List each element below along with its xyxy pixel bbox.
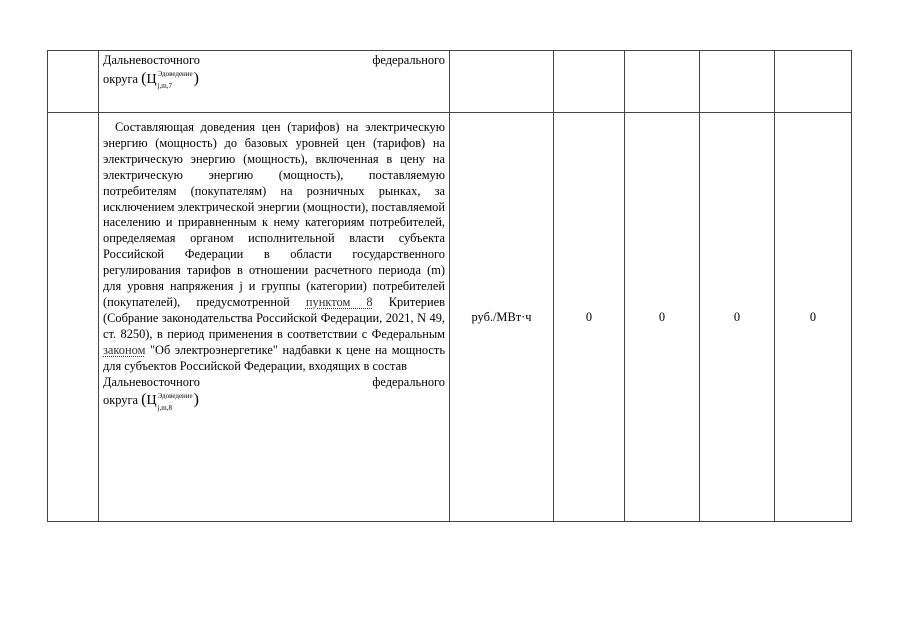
description-text: Составляющая доведения цен (тарифов) на электрическую энергию (мощность) до базовых уровней цен (тарифов) на электрическую энергию (мощность), включенная в цену на электрическую энергию (мощность), поставляемую потребителям (покупателям) на розничных рынках, за исключением электрической энергии (мощности), поставляемой населению и приравненным к нему категориям потребителей, определяемая органом исполнительной власти субъекта Российской Федерации в области государственного регулирования тарифов в отношении расчетного периода (m) для уровня напряжения j и группы (категории) потребителей (покупателей), предусмотренной <box>103 120 445 309</box>
value-cell <box>700 51 775 113</box>
description-text: Критериев (Собрание законодательства Российской Федерации, 2021, N 49, ст. 8250), в период применения в соответствии с Федеральным <box>103 294 445 341</box>
description-text: федерального <box>372 53 445 67</box>
description-text: Дальневосточного <box>103 53 200 67</box>
description-paragraph <box>103 115 445 375</box>
formula-superscript: Эдоведение <box>157 70 193 79</box>
criteria-link[interactable]: пунктом 8 <box>305 294 373 309</box>
description-text: округа <box>103 71 139 86</box>
description-text: округа <box>103 393 139 408</box>
value-cell <box>775 51 852 113</box>
value-cell <box>625 51 700 113</box>
law-link[interactable]: законом <box>103 342 146 357</box>
value-cell: 0 <box>625 113 700 522</box>
value-cell <box>554 51 625 113</box>
table-row <box>48 113 852 522</box>
formula-symbol: Ц <box>146 71 157 87</box>
value-cell: 0 <box>775 113 852 522</box>
value-cell: 0 <box>700 113 775 522</box>
formula: (Ц Эдоведение j,m,7 ) <box>141 69 199 91</box>
description-line <box>103 375 445 391</box>
tariff-table <box>47 50 852 522</box>
formula-subscript: j,m,8 <box>157 403 172 412</box>
formula: (Ц Эдоведение j,m,8 ) <box>141 391 199 412</box>
index-cell <box>48 113 99 522</box>
description-cell <box>99 113 450 522</box>
description-line <box>103 69 445 91</box>
index-cell <box>48 51 99 113</box>
unit-cell <box>450 51 554 113</box>
description-text: федерального <box>372 374 445 389</box>
unit-cell: руб./МВт·ч <box>450 113 554 522</box>
description-text: "Об электроэнергетике" надбавки к цене на мощность для субъектов Российской Федерации, входящих в состав <box>103 342 445 373</box>
description-text: Дальневосточного <box>103 374 200 389</box>
formula-superscript: Эдоведение <box>157 391 193 400</box>
formula-symbol: Ц <box>146 393 157 409</box>
value-cell: 0 <box>554 113 625 522</box>
description-cell <box>99 51 450 113</box>
description-line <box>103 390 445 412</box>
description-line <box>103 53 445 69</box>
table-row-continuation <box>48 51 852 113</box>
formula-subscript: j,m,7 <box>157 82 172 91</box>
